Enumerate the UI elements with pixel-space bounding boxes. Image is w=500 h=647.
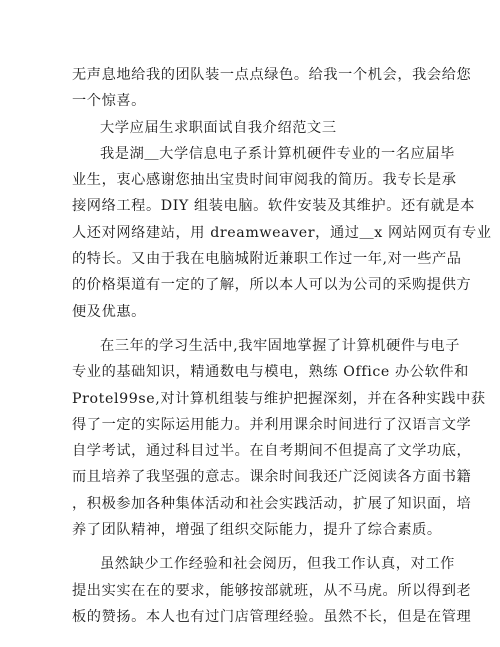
text-line: ，积极参加各种集体活动和社会实践活动，扩展了知识面，培 [72,495,472,512]
text-line: 在三年的学习生活中,我牢固地掌握了计算机硬件与电子 [100,337,461,354]
paragraph-closing [72,62,472,115]
paragraph-study [72,333,486,543]
paragraph-gap [72,543,432,551]
paragraph-work [72,551,472,630]
text-line: 一个惊喜。 [72,93,146,110]
text-line: 而且培养了我坚强的意志。课余时间我还广泛阅读各方面书籍 [72,469,472,486]
section-heading [72,115,432,141]
text-line: 得了一定的实际运用能力。并利用课余时间进行了汉语言文学 [72,416,472,433]
text-line: 接网络工程。DIY 组装电脑。软件安装及其维护。还有就是本 [72,198,475,215]
text-line: Protel99se,对计算机组装与维护把握深刻，并在各种实践中获 [72,390,486,407]
text-line: 养了团队精神，增强了组织交际能力，提升了综合素质。 [72,522,442,539]
text-line: 提出实实在在的要求，能够按部就班，从不马虎。所以得到老 [72,582,472,599]
text-line: 便及优惠。 [72,303,146,320]
heading-line: 大学应届生求职面试自我介绍范文三 [100,119,337,136]
text-line: 人还对网络建站，用 dreamweaver，通过＿x 网站网页有专业 [72,224,492,241]
text-line: 专业的基础知识，精通数电与模电，熟练 Office 办公软件和 [72,364,469,381]
text-line: 虽然缺少工作经验和社会阅历，但我工作认真，对工作 [100,556,455,573]
text-line: 我是湖＿大学信息电子系计算机硬件专业的一名应届毕 [100,145,455,162]
text-line: 的特长。又由于我在电脑城附近兼职工作过一年,对一些产品 [72,251,462,268]
text-line: 业生，衷心感谢您抽出宝贵时间审阅我的简历。我专长是承 [72,172,457,189]
text-line: 的价格渠道有一定的了解，所以本人可以为公司的采购提供方 [72,277,472,294]
text-line: 自学考试，通过科目过半。在自考期间不但提高了文学功底， [72,443,472,460]
paragraph-intro [72,141,492,325]
document-page [72,62,492,630]
paragraph-gap [72,325,432,333]
text-line: 无声息地给我的团队装一点点绿色。给我一个机会，我会给您 [72,67,472,83]
text-line: 板的赞扬。本人也有过门店管理经验。虽然不长，但是在管理 [72,608,472,625]
